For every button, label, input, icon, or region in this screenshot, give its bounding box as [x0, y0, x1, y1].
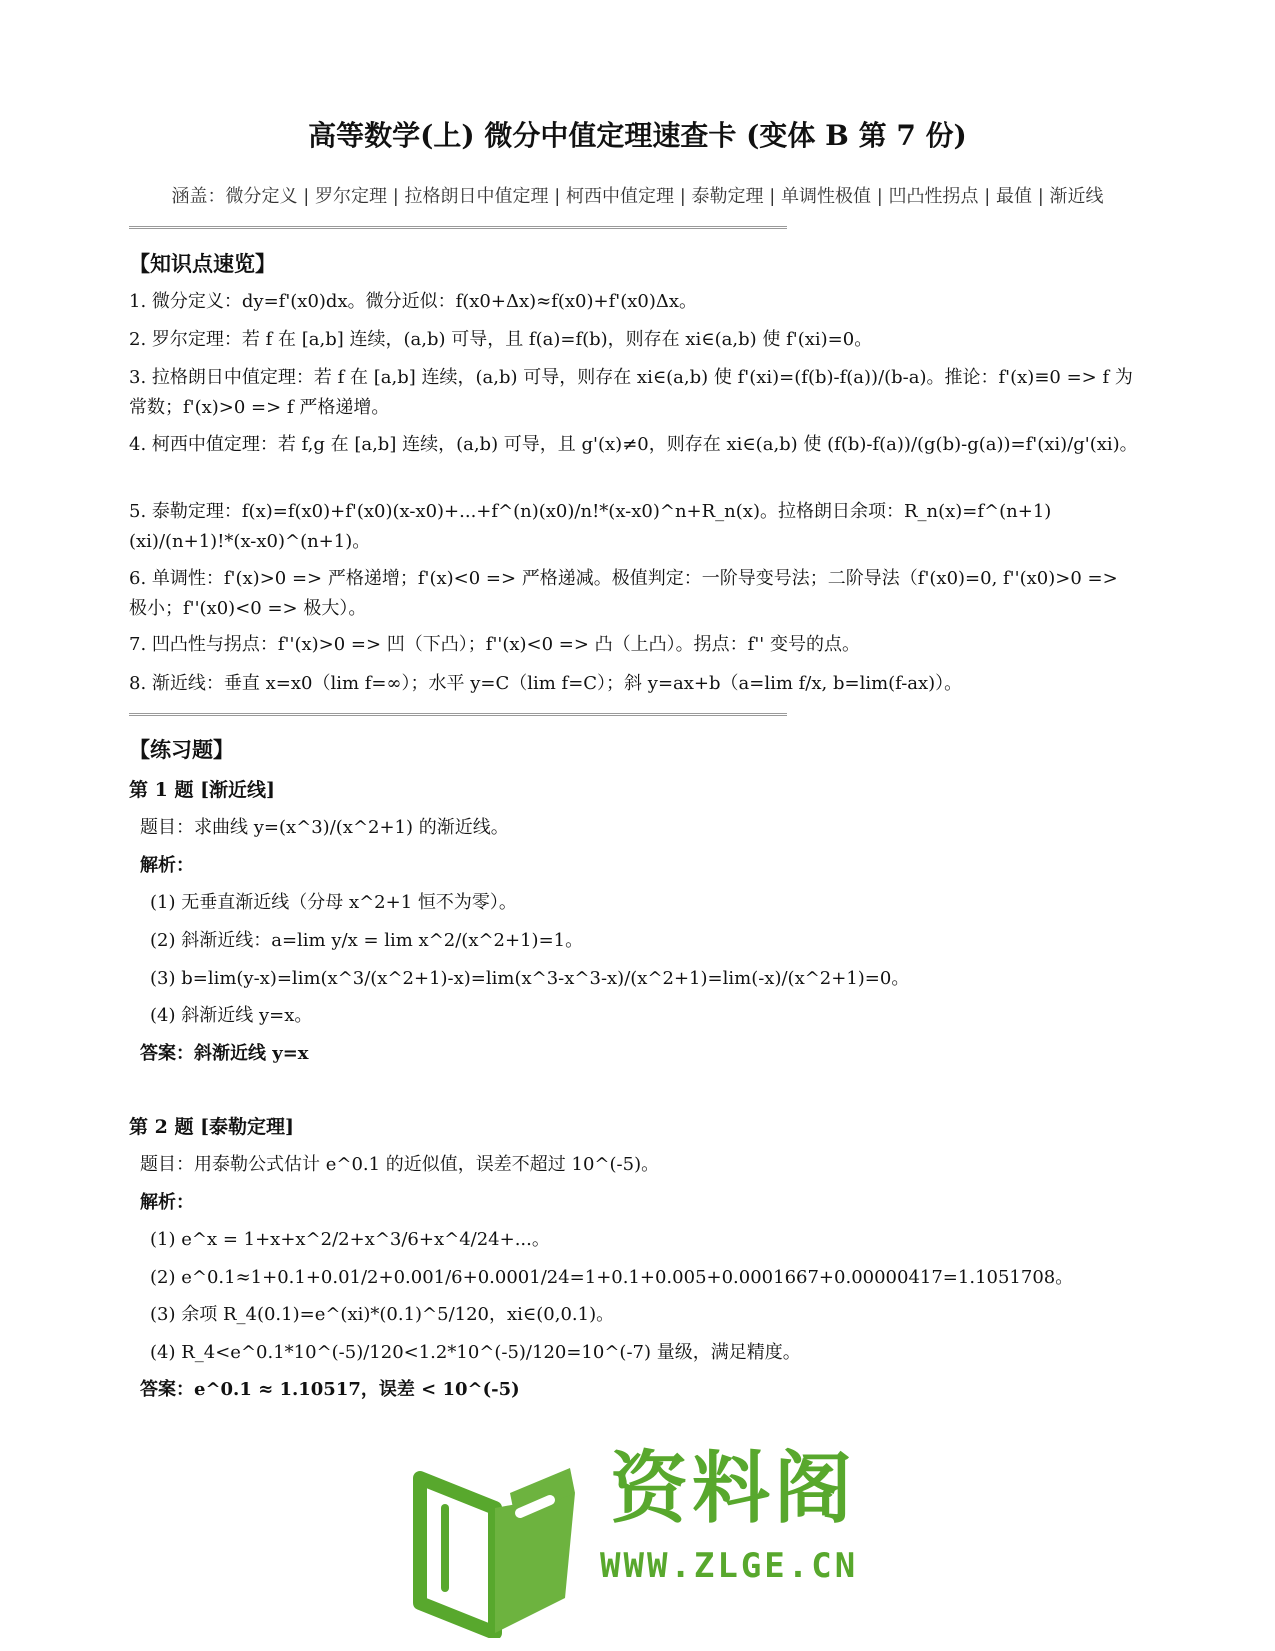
- divider-middle: [129, 713, 787, 716]
- knowledge-item: 4. 柯西中值定理：若 f,g 在 [a,b] 连续，(a,b) 可导，且 g'(x)≠0，则存在 xi∈(a,b) 使 (f(b)-f(a))/(g(b)-g(a))=f'(xi)/g'(xi)。: [129, 434, 1138, 455]
- analysis-step: (1) e^x = 1+x+x^2/2+x^3/6+x^4/24+...。: [150, 1229, 550, 1250]
- analysis-step: (2) e^0.1≈1+0.1+0.01/2+0.001/6+0.0001/24=1+0.1+0.005+0.0001667+0.00000417=1.1051708。: [150, 1267, 1074, 1288]
- analysis-step: (3) b=lim(y-x)=lim(x^3/(x^2+1)-x)=lim(x^3-x^3-x)/(x^2+1)=lim(-x)/(x^2+1)=0。: [150, 968, 910, 989]
- knowledge-item: 2. 罗尔定理：若 f 在 [a,b] 连续，(a,b) 可导，且 f(a)=f(b)，则存在 xi∈(a,b) 使 f'(xi)=0。: [129, 329, 873, 350]
- knowledge-item: 1. 微分定义：dy=f'(x0)dx。微分近似：f(x0+Δx)≈f(x0)+f'(x0)Δx。: [129, 291, 698, 312]
- question-text: 题目：用泰勒公式估计 e^0.1 的近似值，误差不超过 10^(-5)。: [140, 1154, 660, 1175]
- watermark-url: WWW.ZLGE.CN: [600, 1546, 859, 1586]
- knowledge-item: 8. 渐近线：垂直 x=x0（lim f=∞）；水平 y=C（lim f=C）；斜 y=ax+b（a=lim f/x, b=lim(f-ax)）。: [129, 673, 963, 694]
- question-title: 第 1 题 [渐近线]: [129, 779, 276, 801]
- analysis-step: (4) R_4<e^0.1*10^(-5)/120<1.2*10^(-5)/120=10^(-7) 量级，满足精度。: [150, 1342, 801, 1363]
- analysis-step: (4) 斜渐近线 y=x。: [150, 1005, 313, 1026]
- page-title: 高等数学(上) 微分中值定理速查卡 (变体 B 第 7 份): [308, 119, 967, 152]
- analysis-step: (2) 斜渐近线：a=lim y/x = lim x^2/(x^2+1)=1。: [150, 930, 584, 951]
- page-subtitle: 涵盖：微分定义 | 罗尔定理 | 拉格朗日中值定理 | 柯西中值定理 | 泰勒定理 | 单调性极值 | 凹凸性拐点 | 最值 | 渐近线: [171, 186, 1104, 207]
- knowledge-item: 6. 单调性：f'(x)>0 => 严格递增；f'(x)<0 => 严格递减。极值判定：一阶导变号法；二阶导法（f'(x0)=0, f''(x0)>0 => 极小；f''(x0)<0 => 极大）。: [129, 568, 1118, 619]
- analysis-step: (3) 余项 R_4(0.1)=e^(xi)*(0.1)^5/120，xi∈(0,0.1)。: [150, 1304, 615, 1325]
- knowledge-item: 7. 凹凸性与拐点：f''(x)>0 => 凹（下凸）；f''(x)<0 => 凸（上凸）。拐点：f'' 变号的点。: [129, 634, 860, 655]
- knowledge-item: 5. 泰勒定理：f(x)=f(x0)+f'(x0)(x-x0)+...+f^(n)(x0)/n!*(x-x0)^n+R_n(x)。拉格朗日余项：R_n(x)=f^(n+1)(xi)/(n+1)!*(x-x0)^(n+1)。: [129, 501, 1052, 552]
- open-book-icon: [400, 1438, 600, 1638]
- answer-text: 答案：e^0.1 ≈ 1.10517，误差 < 10^(-5): [140, 1379, 520, 1400]
- analysis-label: 解析：: [140, 1192, 194, 1213]
- watermark-logo: [400, 1438, 880, 1638]
- answer-text: 答案：斜渐近线 y=x: [140, 1043, 309, 1064]
- watermark-name: 资料阁: [610, 1444, 857, 1534]
- question-title: 第 2 题 [泰勒定理]: [129, 1116, 295, 1138]
- question-text: 题目：求曲线 y=(x^3)/(x^2+1) 的渐近线。: [140, 817, 509, 838]
- analysis-step: (1) 无垂直渐近线（分母 x^2+1 恒不为零）。: [150, 892, 517, 913]
- analysis-label: 解析：: [140, 855, 194, 876]
- knowledge-item: 3. 拉格朗日中值定理：若 f 在 [a,b] 连续，(a,b) 可导，则存在 xi∈(a,b) 使 f'(xi)=(f(b)-f(a))/(b-a)。推论：f'(x)≡0 => f 为常数；f'(x)>0 => f 严格递增。: [129, 367, 1133, 418]
- divider-top: [129, 226, 787, 229]
- exercises-heading: 【练习题】: [129, 737, 234, 762]
- knowledge-heading: 【知识点速览】: [129, 251, 276, 276]
